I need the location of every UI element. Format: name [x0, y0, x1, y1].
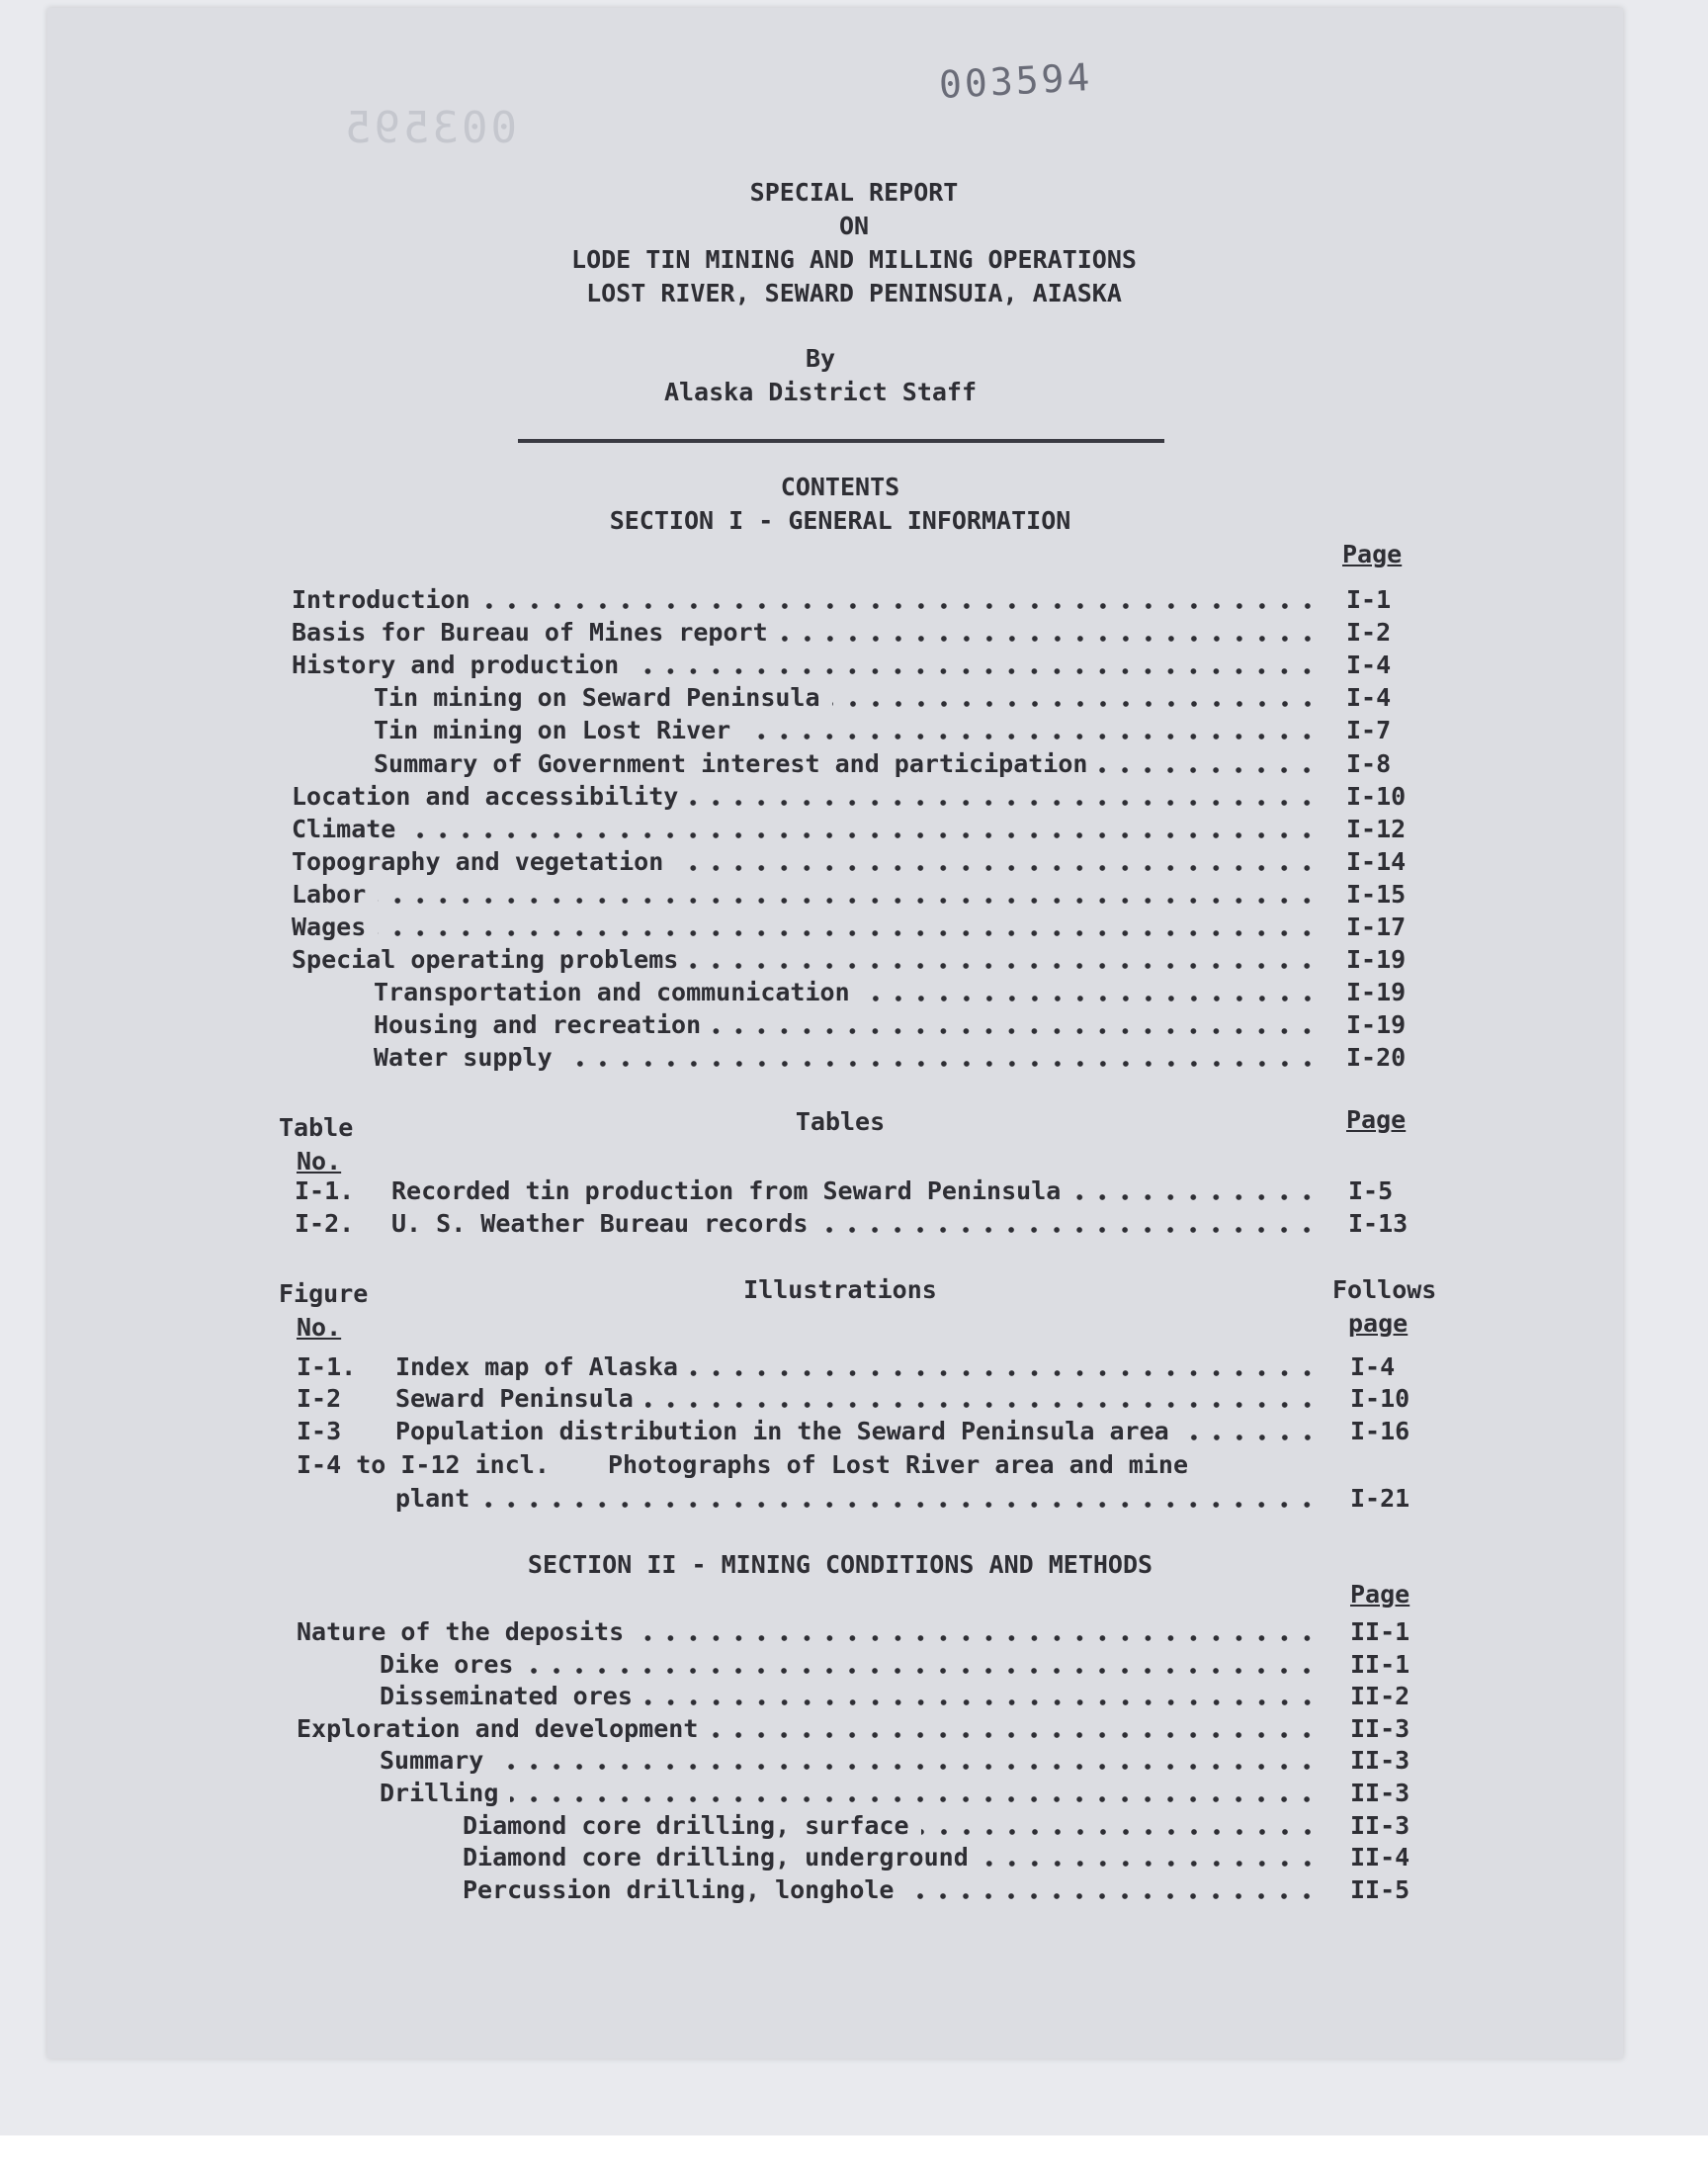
section2-item-label: Exploration and development	[297, 1713, 699, 1743]
byline-by: By	[805, 344, 836, 373]
figure-item-row	[395, 1484, 1469, 1516]
section1-item-label: Special operating problems	[292, 945, 679, 975]
section1-item-page-number: I-17	[1346, 913, 1407, 941]
section1-item-row	[374, 683, 1465, 715]
section2-item-label: Summary	[380, 1746, 484, 1776]
figure-item-label: Seward Peninsula	[395, 1384, 634, 1413]
section2-item-page-number: II-3	[1350, 1713, 1410, 1743]
section1-item-row	[292, 847, 1465, 879]
section2-item-label: Disseminated ores	[380, 1682, 633, 1711]
section2-item-row	[463, 1875, 1469, 1907]
tables-heading: Tables	[795, 1107, 886, 1136]
section1-item-page-number: I-14	[1346, 846, 1407, 876]
section1-item-dot-leader	[564, 1061, 1319, 1067]
section1-item-dot-leader	[742, 734, 1319, 740]
section2-item-label: Drilling	[380, 1779, 499, 1807]
section2-item-page-number: II-3	[1350, 1810, 1410, 1840]
section1-item-row	[292, 585, 1465, 617]
section1-item-label: Introduction	[292, 585, 470, 614]
section1-page-label: Page	[1342, 540, 1403, 568]
tables-page-label: Page	[1346, 1105, 1407, 1134]
section1-item-label: Water supply	[374, 1043, 553, 1073]
figure-item-row	[297, 1450, 1469, 1482]
figure-item-page-number: I-16	[1350, 1417, 1410, 1445]
section1-item-row	[292, 913, 1465, 944]
figure-item-number: I-1.	[297, 1352, 357, 1381]
figure-item-dot-leader	[481, 1502, 1319, 1508]
section1-item-page-number: I-19	[1346, 1010, 1407, 1040]
figure-item-label: Index map of Alaska	[395, 1352, 678, 1381]
illustrations-page-label-2: page	[1348, 1309, 1409, 1338]
byline	[0, 342, 1641, 409]
section2-item-dot-leader	[636, 1635, 1319, 1641]
figure-item-dot-leader	[645, 1402, 1319, 1408]
section2-item-row	[380, 1746, 1469, 1778]
section1-item-page-number: I-8	[1346, 748, 1392, 778]
section2-item-row	[380, 1650, 1469, 1682]
table-item-row	[295, 1209, 1467, 1241]
section1-item-label: Topography and vegetation	[292, 846, 664, 876]
figures-col-label-1: Figure	[279, 1279, 369, 1308]
section1-item-label: History and production	[292, 651, 620, 680]
section1-item-page-number: I-19	[1346, 978, 1407, 1007]
section1-item-dot-leader	[482, 603, 1319, 609]
section1-item-row	[292, 880, 1465, 912]
section1-item-page-number: I-7	[1346, 716, 1392, 745]
section1-item-dot-leader	[690, 800, 1319, 806]
section2-item-dot-leader	[495, 1764, 1319, 1770]
section2-heading: SECTION II - MINING CONDITIONS AND METHODS	[527, 1550, 1153, 1579]
section1-item-dot-leader	[675, 865, 1319, 871]
section1-item-dot-leader	[690, 963, 1319, 969]
figure-item-row	[297, 1352, 1469, 1384]
figure-item-number: I-2	[297, 1384, 342, 1413]
section2-item-page-number: II-1	[1350, 1649, 1410, 1679]
title-line-3: LODE TIN MINING AND MILLING OPERATIONS	[571, 245, 1137, 274]
section1-item-page-number: I-20	[1346, 1043, 1407, 1073]
section2-item-page-number: II-5	[1350, 1874, 1410, 1904]
section1-item-page-number: I-4	[1346, 683, 1392, 713]
section2-item-page-number: II-3	[1350, 1779, 1410, 1807]
table-item-label: U. S. Weather Bureau records	[391, 1209, 809, 1238]
section1-item-page-number: I-1	[1346, 585, 1392, 614]
report-title	[0, 176, 1708, 310]
section1-item-label: Transportation and communication	[374, 978, 850, 1007]
figure-item-label: Population distribution in the Seward Peninsula area	[395, 1417, 1169, 1445]
table-item-row	[295, 1176, 1467, 1208]
section1-item-label: Location and accessibility	[292, 781, 679, 811]
section1-item-label: Wages	[292, 913, 367, 941]
title-line-1: SPECIAL REPORT	[749, 178, 959, 207]
section2-item-label: Diamond core drilling, underground	[463, 1843, 969, 1872]
figure-item-dot-leader	[1181, 1435, 1319, 1440]
title-line-2: ON	[838, 212, 870, 240]
ghost-stamp: 003595	[342, 103, 517, 153]
section2-item-dot-leader	[710, 1732, 1319, 1738]
contents-heading: CONTENTS	[780, 473, 900, 501]
section2-item-page-number: II-3	[1350, 1746, 1410, 1776]
section2-item-label: Dike ores	[380, 1649, 514, 1679]
figure-item-label: Photographs of Lost River area and mine	[608, 1450, 1188, 1479]
section1-item-page-number: I-4	[1346, 651, 1392, 680]
section1-item-row	[292, 782, 1465, 814]
serial-stamp: 003594	[937, 54, 1094, 108]
section1-item-dot-leader	[1099, 767, 1319, 773]
section2-item-dot-leader	[510, 1796, 1319, 1802]
section1-item-page-number: I-19	[1346, 945, 1407, 975]
figure-item-row	[297, 1384, 1469, 1416]
figures-col-label-2: No.	[297, 1313, 342, 1342]
section2-item-row	[297, 1714, 1469, 1746]
section1-item-dot-leader	[862, 996, 1319, 1001]
figure-item-label: plant	[395, 1484, 470, 1513]
byline-author: Alaska District Staff	[663, 378, 978, 406]
section2-item-label: Nature of the deposits	[297, 1617, 625, 1646]
section1-item-label: Tin mining on Seward Peninsula	[374, 683, 820, 713]
table-item-label: Recorded tin production from Seward Peninsula	[391, 1176, 1062, 1205]
section2-item-dot-leader	[644, 1699, 1319, 1705]
section1-item-dot-leader	[407, 832, 1319, 838]
section1-item-dot-leader	[780, 636, 1319, 642]
section2-item-row	[463, 1811, 1469, 1843]
table-item-page-number: I-13	[1348, 1209, 1409, 1238]
section2-item-page-number: II-4	[1350, 1843, 1410, 1872]
section1-item-row	[292, 651, 1465, 682]
title-divider	[518, 439, 1164, 443]
illustrations-page-label	[1332, 1273, 1436, 1341]
section1-item-dot-leader	[378, 930, 1319, 936]
section1-item-page-number: I-12	[1346, 814, 1407, 843]
section1-item-row	[374, 1043, 1465, 1075]
section1-heading: SECTION I - GENERAL INFORMATION	[609, 506, 1071, 535]
table-item-dot-leader	[819, 1227, 1319, 1233]
section2-item-dot-leader	[981, 1861, 1319, 1867]
table-item-dot-leader	[1072, 1194, 1319, 1200]
section2-item-row	[463, 1843, 1469, 1874]
section1-item-dot-leader	[713, 1028, 1319, 1034]
figure-item-page-number: I-4	[1350, 1352, 1396, 1381]
section2-item-dot-leader	[921, 1829, 1320, 1835]
section1-item-row	[374, 1010, 1465, 1042]
tables-col-label-1: Table	[279, 1113, 354, 1142]
figure-item-page-number: I-21	[1350, 1484, 1410, 1513]
section2-item-page-number: II-1	[1350, 1617, 1410, 1646]
section2-item-row	[297, 1617, 1469, 1649]
section2-item-row	[380, 1779, 1469, 1810]
figure-item-page-number: I-10	[1350, 1384, 1410, 1413]
table-item-number: I-2.	[295, 1209, 355, 1238]
tables-col-label-2: No.	[297, 1147, 342, 1175]
section1-item-dot-leader	[832, 701, 1320, 707]
table-item-page-number: I-5	[1348, 1176, 1394, 1205]
section1-item-page-number: I-2	[1346, 618, 1392, 648]
figure-item-number: I-4 to I-12 incl.	[297, 1450, 550, 1479]
figure-item-row	[297, 1417, 1469, 1448]
section2-item-page-number: II-2	[1350, 1682, 1410, 1711]
section2-item-label: Percussion drilling, longhole	[463, 1874, 895, 1904]
section1-item-label: Housing and recreation	[374, 1010, 702, 1040]
section1-item-dot-leader	[378, 898, 1319, 904]
section1-item-label: Labor	[292, 879, 367, 909]
section1-item-row	[374, 716, 1465, 747]
section1-item-row	[374, 749, 1465, 781]
section2-item-label: Diamond core drilling, surface	[463, 1810, 909, 1840]
section1-item-row	[292, 618, 1465, 650]
figure-item-dot-leader	[690, 1370, 1319, 1376]
section2-item-row	[380, 1682, 1469, 1713]
section1-item-page-number: I-10	[1346, 781, 1407, 811]
section1-item-label: Basis for Bureau of Mines report	[292, 618, 768, 648]
section1-item-label: Climate	[292, 814, 396, 843]
illustrations-page-label-1: Follows	[1332, 1275, 1437, 1304]
illustrations-heading: Illustrations	[743, 1275, 937, 1304]
section1-item-row	[292, 815, 1465, 846]
section1-item-label: Tin mining on Lost River	[374, 716, 731, 745]
section1-item-row	[292, 945, 1465, 977]
table-item-number: I-1.	[295, 1176, 355, 1205]
section2-page-label: Page	[1350, 1580, 1410, 1609]
figure-item-number: I-3	[297, 1417, 342, 1445]
section2-item-dot-leader	[905, 1893, 1319, 1899]
section1-item-row	[374, 978, 1465, 1009]
title-line-4: LOST RIVER, SEWARD PENINSUIA, AIASKA	[586, 279, 1122, 307]
section1-item-page-number: I-15	[1346, 879, 1407, 909]
section2-item-dot-leader	[525, 1668, 1319, 1674]
section1-item-dot-leader	[631, 668, 1319, 674]
section1-item-label: Summary of Government interest and participation	[374, 748, 1088, 778]
